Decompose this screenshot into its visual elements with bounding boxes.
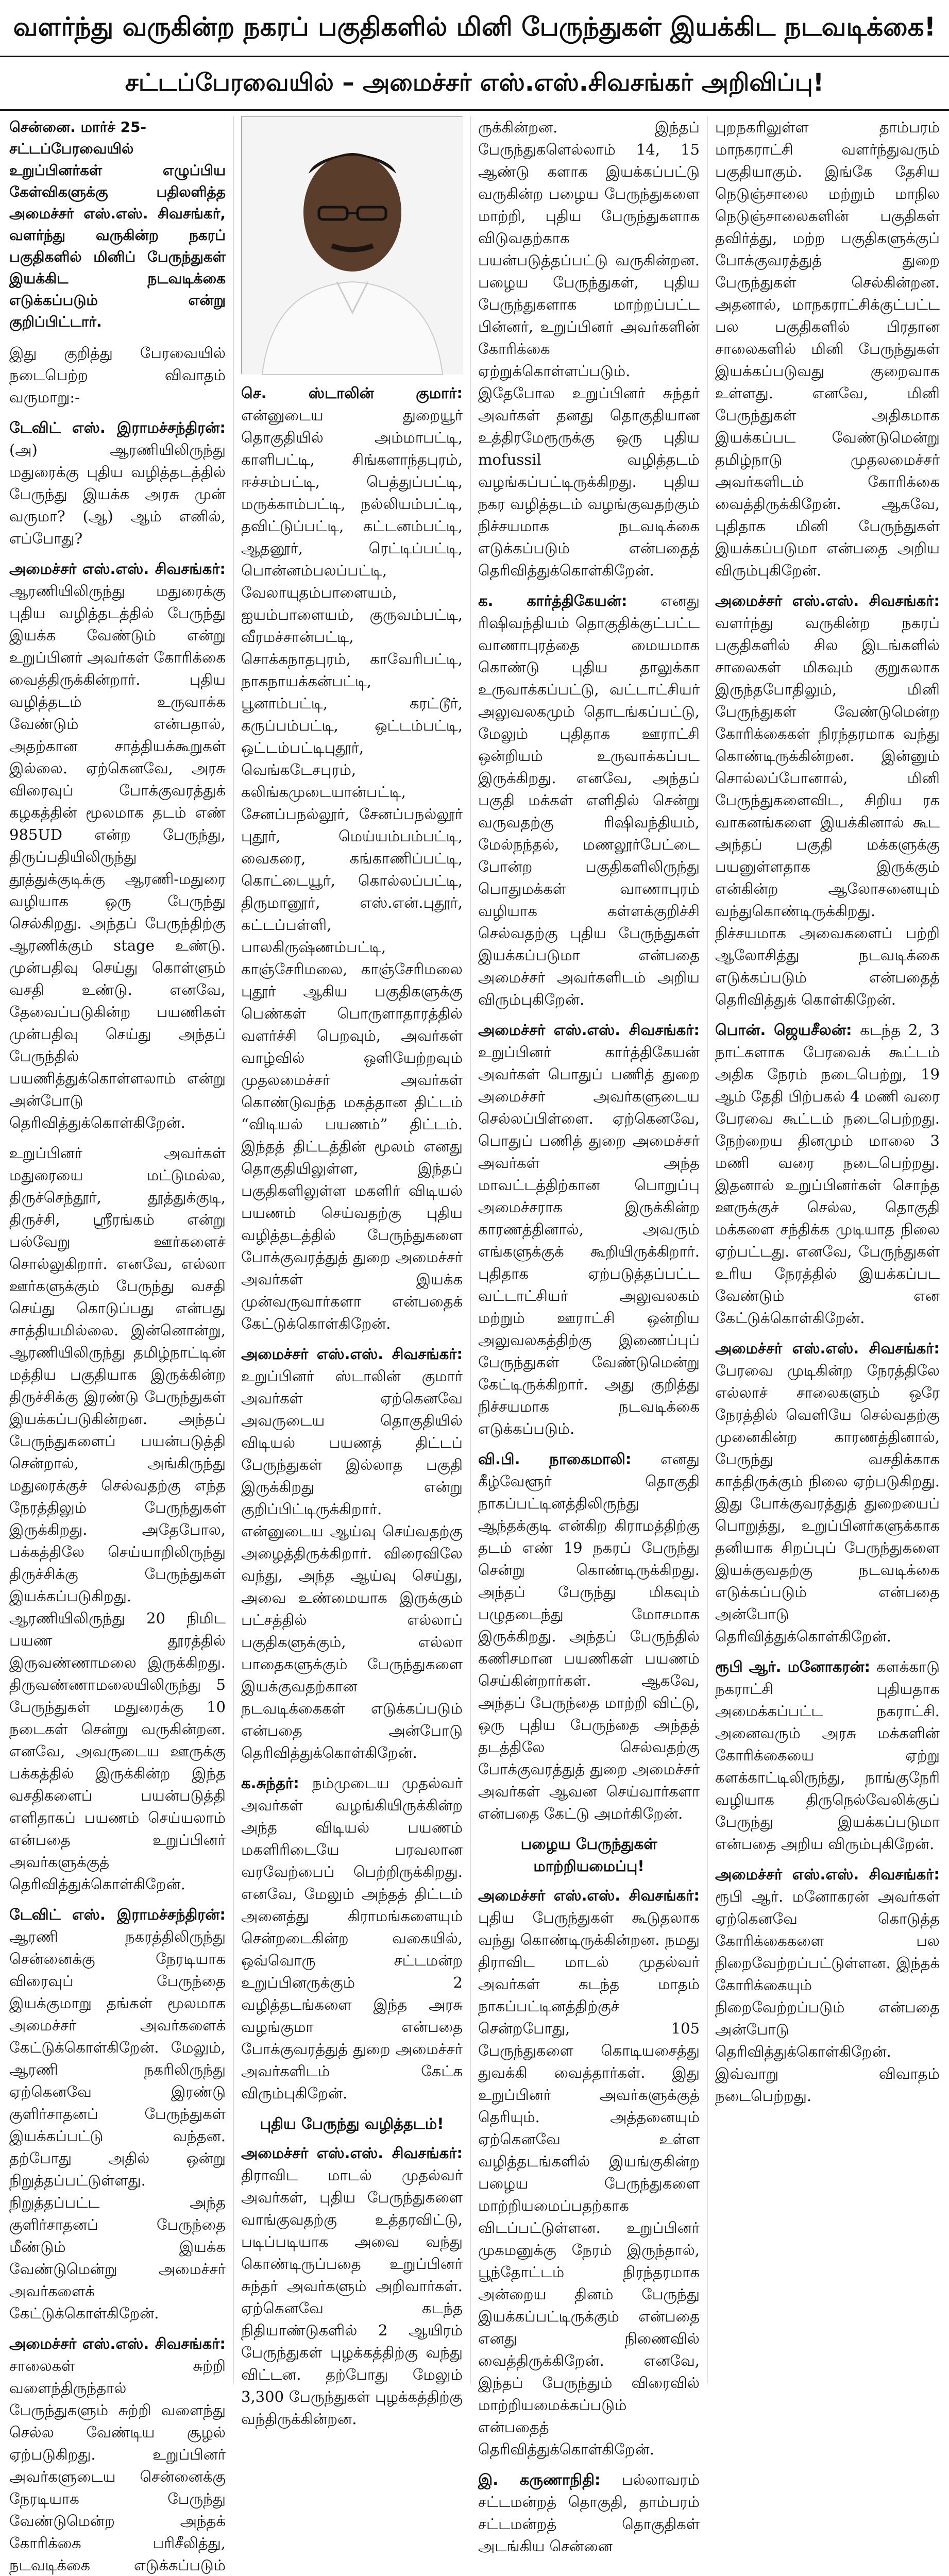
paragraph-text: எனது கீழ்வேளூர் தொகுதி நாகப்பட்டினத்திலிருந்து ஆந்தக்குடி என்கிற கிராமத்திற்கு தடம் எண் 19 நகரப் பேருந்து சென்று கொண்டிருக்கிறது. அந்தப் பேருந்து மிகவும் பழுதடைந்து மோசமாக இருக்கிறது. அந்தப் பேருந்தில் கணிசமான பயணிகள் பயணம் செய்கின்றார்கள். ஆகவே, அந்தப் பேருந்தை மாற்றி விட்டு, ஒரு புதிய பேருந்தை அந்தத் தடத்திலே செல்வதற்கு போக்குவரத்துத் துறை அமைச்சர் அவர்கள் ஆவன செய்வார்களா என்பதை கேட்டு அமர்கிறேன்.	[478, 1450, 700, 1822]
paragraph	[715, 590, 940, 1011]
paragraph-text: கடந்த 2, 3 நாட்களாக பேரவைக் கூட்டம் அதிக நேரம் நடைபெற்று, 19 ஆம் தேதி பிற்பகல் 4 மணி வரை பேரவை கூட்டம் நடைபெற்றது. நேற்றைய தினமும் மாலை 3 மணி வரை நடைபெற்றது. இதனால் உறுப்பினர்கள் சொந்த ஊருக்குச் செல்ல, தொகுதி மக்களை சந்திக்க முடியாத நிலை ஏற்பட்டது. எனவே, பேருந்துகள் உரிய நேரத்தில் இயக்கப்பட வேண்டும் என கேட்டுக்கொள்கிறேன்.	[715, 1021, 940, 1327]
paragraph-text: பல்லாவரம் சட்டமன்றத் தொகுதி, தாம்பரம் சட்டமன்றத் தொகுதிகள் அடங்கிய சென்னை	[478, 2471, 700, 2555]
paragraph	[241, 1343, 463, 1764]
paragraph-text: எனது ரிஷிவந்தியம் தொகுதிக்குட்பட்ட வாணாபுரத்தை மையமாக கொண்டு புதிய தாலுக்கா உருவாக்கப்பட்டு, வட்டாட்சியர் அலுவலகமும் தொடங்கப்பட்டு, மேலும் புதிதாக ஊராட்சி ஒன்றியம் உருவாக்கப்பட இருக்கிறது. எனவே, அந்தப் பகுதி மக்கள் எளிதில் சென்று வருவதற்கு ரிஷிவந்தியம், மேல்நந்தல், மணலூர்பேட்டை போன்ற பகுதிகளிலிருந்து பொதுமக்கள் வாணாபுரம் வழியாக கள்ளக்குறிச்சி செல்வதற்கு புதிய பேருந்துகள் இயக்கப்படுமா என்பதை அமைச்சர் அவர்களிடம் அறிய விரும்புகிறேன்.	[478, 592, 700, 1008]
speaker-name: க. கார்த்திகேயன்:	[478, 592, 661, 609]
minister-photo	[241, 116, 463, 374]
paragraph	[715, 116, 940, 582]
paragraph	[715, 1019, 940, 1329]
paragraph-text: களக்காடு நகராட்சி புதியதாக அமைக்கப்பட்ட நகராட்சி. அனைவரும் அரசு மக்களின் கோரிக்கையை ஏற்று களக்காட்டிலிருந்து, நாங்குநேரி வழியாக திருநெல்வேலிக்குப் பேருந்து இயக்கப்படுமா என்பதை அறிய விரும்புகிறேன்.	[715, 1658, 940, 1853]
paragraph	[241, 382, 463, 1335]
article-column-4	[715, 116, 940, 2383]
column-1-body	[9, 342, 226, 2576]
paragraph	[9, 2333, 226, 2576]
speaker-name: அமைச்சர் எஸ்.எஸ். சிவசங்கர்:	[715, 1340, 940, 1357]
speaker-name: அமைச்சர் எஸ்.எஸ். சிவசங்கர்:	[715, 592, 940, 609]
paragraph-text: உறுப்பினர் ஸ்டாலின் குமார் அவர்கள் ஏற்கெனவே அவருடைய தொகுதியில் விடியல் பயணத் திட்டப் பேருந்துகள் இல்லாத பகுதி இருக்கிறது என்று குறிப்பிட்டிருக்கிறார். என்னுடைய ஆய்வு செய்வதற்கு அழைத்திருக்கிறார். விரைவிலே வந்து, அந்த ஆய்வு செய்து, அவை உண்மையாக இருக்கும் பட்சத்தில் எல்லாப் பகுதிகளுக்கும், எல்லா பாதைகளுக்கும் பேருந்துகளை இயக்குவதற்கான நடவடிக்கைகள் எடுக்கப்படும் என்பதை அன்போடு தெரிவித்துக்கொள்கிறேன்.	[241, 1367, 463, 1761]
paragraph	[478, 116, 700, 582]
speaker-name: அமைச்சர் எஸ்.எஸ். சிவசங்கர்:	[478, 1021, 700, 1039]
paragraph-text: புதிய பேருந்துகள் கூடுதலாக வந்து கொண்டிருக்கின்றன. நமது திராவிட மாடல் முதல்வர் அவர்கள் கடந்த மாதம் நாகப்பட்டினத்திற்குச் சென்றபோது, 105 பேருந்துகளை கொடியசைத்து துவக்கி வைத்தார்கள். இது உறுப்பினர் அவர்களுக்குத் தெரியும். அத்தனையும் ஏற்கெனவே உள்ள வழித்தடங்களில் இயங்குகின்ற பழைய பேருந்துகளை மாற்றியமைப்பதற்காக விடப்பட்டுள்ளன. உறுப்பினர் முகமனுக்கு நேரம் இருந்தால், பூந்தோட்டம் நிரந்தரமாக அன்றைய தினம் பேருந்து இயக்கப்பட்டிருக்கும் என்பதை எனது நிணைவில் வைத்திருக்கிறேன். எனவே, இந்தப் பேருந்தும் விரைவில் மாற்றியமைக்கப்படும் என்பதைத் தெரிவித்துக்கொள்கிறேன்.	[478, 1909, 700, 2458]
paragraph-text: இது குறித்து பேரவையில் நடைபெற்ற விவாதம் வருமாறு:-	[9, 344, 226, 406]
paragraph	[478, 2469, 700, 2557]
paragraph-text: ருக்கின்றன. இந்தப் பேருந்துகளெல்லாம் 14, 15 ஆண்டு களாக இயக்கப்பட்டு வருகின்ற பழைய பேருந்துகளை மாற்றி, புதிய பேருந்துகளாக விடுவதற்காக பயன்படுத்தப்பட்டு வருகின்றன. பழைய பேருந்துகள், புதிய பேருந்துகளாக மாற்றப்பட்ட பின்னர், உறுப்பினர் அவர்களின் கோரிக்கை ஏற்றுக்கொள்ளப்படும். இதேபோல உறுப்பினர் சுந்தர் அவர்கள் தனது தொகுதியான உத்திரமேரூருக்கு ஒரு புதிய mofussil வழித்தடம் வழங்கப்பட்டிருக்கிறது. புதிய நகர வழித்தடம் வழங்குவதற்கும் நிச்சயமாக நடவடிக்கை எடுக்கப்படும் என்பதைத் தெரிவித்துக்கொள்கிறேன்.	[478, 118, 700, 579]
paragraph-text: ஆரணியிலிருந்து மதுரைக்கு புதிய வழித்தடத்தில் பேருந்து இயக்க வேண்டும் என்று உறுப்பினர் அவர்கள் கோரிக்கை வைத்திருக்கின்றார். புதிய வழித்தடம் உருவாக்க வேண்டும் என்பதால், அதற்கான சாத்தியக்கூறுகள் இல்லை. ஏற்கெனவே, அரசு விரைவுப் போக்குவரத்துக் கழகத்தின் மூலமாக தடம் எண் 985UD என்ற பேருந்து, திருப்பதியிலிருந்து தூத்துக்குடிக்கு ஆரணி-மதுரை வழியாக ஒரு பேருந்து செல்கிறது. அந்தப் பேருந்திற்கு ஆரணிக்கும் stage உண்டு. முன்பதிவு செய்து கொள்ளும் வசதி உண்டு. எனவே, தேவைப்படுகின்ற பயணிகள் முன்பதிவு செய்து அந்தப் பேருந்தில் பயணித்துக்கொள்ளலாம் என்று அன்போடு தெரிவித்துக்கொள்கிறேன்.	[9, 582, 226, 1131]
paragraph	[9, 342, 226, 409]
speaker-name: அமைச்சர் எஸ்.எஸ். சிவசங்கர்:	[9, 2335, 226, 2352]
column-2-body	[241, 382, 463, 2430]
dateline: சென்னை. மார்ச் 25-	[9, 118, 147, 135]
article-column-1	[9, 116, 226, 2574]
paragraph	[715, 1337, 940, 1648]
paragraph	[241, 1772, 463, 2105]
paragraph-text: உறுப்பினர் கார்த்திகேயன் அவர்கள் பொதுப் பணித் துறை அமைச்சர் அவர்களுடைய செல்லப்பிள்ளை. ஏற்கெனவே, பொதுப் பணித் துறை அமைச்சர் அவர்கள் அந்த மாவட்டத்திற்கான பொறுப்பு அமைச்சராக இருக்கின்ற காரணத்தினால், அவரும் எங்களுக்குக் கூறியிருக்கிறார். புதிதாக ஏற்படுத்தப்பட்ட வட்டாட்சியர் அலுவலகம் மற்றும் ஊராட்சி ஒன்றிய அலுவலகத்திற்கு இணைப்புப் பேருந்துகள் வேண்டுமென்று கேட்டிருக்கிறார். அது குறித்து நிச்சயமாக நடவடிக்கை எடுக்கப்படும்.	[478, 1043, 700, 1437]
paragraph-text: சாலைகள் சுற்றி வளைந்திருந்தால் பேருந்துகளும் சுற்றி வளைந்து செல்ல வேண்டிய சூழல் ஏற்படுகிறது. உறுப்பினர் அவர்களுடைய சென்னைக்கு நேரடியாக பேருந்து வேண்டுமென்ற அந்தக் கோரிக்கை பரிசீலித்து, நடவடிக்கை எடுக்கப்படும்	[9, 2357, 226, 2574]
portrait-image	[242, 117, 463, 375]
paragraph	[478, 1448, 700, 1825]
paragraph-text: உறுப்பினர் அவர்கள் மதுரையை மட்டுமல்ல, திருச்செந்தூர், தூத்துக்குடி, திருச்சி, ஸ்ரீரங்கம் என்று பல்வேறு ஊர்களைச் சொல்லுகிறார். எனவே, எல்லா ஊர்களுக்கும் பேருந்து வசதி செய்து கொடுப்பது என்பது சாத்தியமில்லை. இன்னொன்று, ஆரணியிலிருந்து தமிழ்நாட்டின் மத்திய பகுதியாக இருக்கின்ற திருச்சிக்கு இரண்டு பேருந்துகள் இயக்கப்படுகின்றன. அந்தப் பேருந்துகளைப் பயன்படுத்தி சென்றால், அங்கிருந்து மதுரைக்குச் செல்வதற்கு எந்த நேரத்திலும் பேருந்துகள் இருக்கிறது. அதேபோல, பக்கத்திலே செய்யாறிலிருந்து திருச்சிக்கு பேருந்துகள் இயக்கப்படுகிறது. ஆரணியிலிருந்து 20 நிமிட பயண தூரத்தில் இருவண்ணாமலை இருக்கிறது. திருவண்ணாமலையிலிருந்து 5 பேருந்துகள் மதுரைக்கு 10 நடைகள் சென்று வருகின்றன. எனவே, அவருடைய ஊருக்கு பக்கத்தில் இருக்கின்ற இந்த வசதிகளைப் பயன்படுத்தி எளிதாகப் பயணம் செய்யலாம் என்பதை உறுப்பினர் அவர்களுக்குத் தெரிவித்துக்கொள்கிறேன்.	[9, 1144, 226, 1893]
paragraph-text: என்னுடைய துறையூர் தொகுதியில் அம்மாபட்டி, காளிபட்டி, சிங்களாந்தபுரம், ஈச்சம்பட்டி, பெத்துப்பட்டி, மருக்காம்பட்டி, நல்லியம்பட்டி, தவிட்டுப்பட்டி, கட்டனம்பட்டி, ஆதனூர், ரெட்டிப்பட்டி, பொன்னம்பலப்பட்டி, வேலாயுதம்பாளையம், ஐயம்பாளையம், குருவம்பட்டி, வீரமச்சான்பட்டி, சொக்கநாதபுரம், காவேரிபட்டி, நாகநாயக்கன்பட்டி, பூனாம்பட்டி, கரட்டூர், கருப்பம்பட்டி, ஒட்டம்பட்டி, ஒட்டம்பட்டிபுதூர், வெங்கடேசபுரம், கலிங்கமுடையான்பட்டி, சேனப்பநல்லூர், சேனப்பநல்லூர் புதூர், மெய்யம்பம்பட்டி, வைகரை, கங்காணிப்பட்டி, கொட்டையூர், கொல்லப்பட்டி, திருமானூர், எஸ்.என்.புதூர், கட்டப்பள்ளி, பாலகிருஷ்ணம்பட்டி, காஞ்சேரிமலை, காஞ்சேரிமலை புதூர் ஆகிய பகுதிகளுக்கு பெண்கள் பொருளாதாரத்தில் வளர்ச்சி பெறவும், அவர்கள் வாழ்வில் ஒளியேற்றவும் முதலமைச்சர் அவர்கள் கொண்டுவந்த மகத்தான திட்டம் “விடியல் பயணம்” திட்டம். இந்தத் திட்டத்தின் மூலம் எனது தொகுதியிலுள்ள, இந்தப் பகுதிகளிலுள்ள மகளிர் விடியல் பயணம் செய்வதற்கு புதிய வழித்தடத்தில் பேருந்துகளை போக்குவரத்துத் துறை அமைச்சர் அவர்கள் இயக்க முன்வருவார்களா என்பதைக் கேட்டுக்கொள்கிறேன்.	[241, 406, 463, 1332]
paragraph-text: பேரவை முடிகின்ற நேரத்திலே எல்லாச் சாலைகளும் ஒரே நேரத்தில் வெளியே செல்வதற்கு முனைகின்ற காரணத்தினால், பேருந்து வசதிக்காக காத்திருக்கும் நிலை ஏற்படுகிறது. இது போக்குவரத்துத் துறையைப் பொறுத்து, உறுப்பினர்களுக்காக தனியாக சிறப்புப் பேருந்துகளை இயக்குவதற்கு நடவடிக்கை எடுக்கப்படும் என்பதை அன்போடு தெரிவித்துக்கொள்கிறேன்.	[715, 1362, 940, 1645]
paragraph-text: ரூபி ஆர். மனோகரன் அவர்கள் ஏற்கெனவே கொடுத்த கோரிக்கைகளை பல நிறைவேற்றப்பட்டுள்ளன. இந்தக் கோரிக்கையும் நிறைவேற்றப்படும் என்பதை அன்போடு தெரிவித்துக்கொள்கிறேன். இவ்வாறு விவாதம் நடைபெற்றது.	[715, 1888, 940, 2105]
article-column-3	[478, 116, 700, 2555]
speaker-name: அமைச்சர் எஸ்.எஸ். சிவசங்கர்:	[715, 1866, 940, 1883]
speaker-name: ரூபி ஆர். மனோகரன்:	[715, 1658, 877, 1675]
paragraph	[9, 1904, 226, 2325]
section-box-title: புதிய பேருந்து வழித்தடம்!	[260, 2115, 444, 2132]
speaker-name: வி.பி. நாகைமாலி:	[478, 1450, 661, 1468]
paragraph-text: ஆரணி நகரத்திலிருந்து சென்னைக்கு நேரடியாக விரைவுப் பேருந்தை இயக்குமாறு தங்கள் மூலமாக அமைச்சர் அவர்களைக் கேட்டுக்கொள்கிறேன். மேலும், ஆரணி நகரிலிருந்து ஏற்கெனவே இரண்டு குளிர்சாதனப் பேருந்துகள் இயக்கப்பட்டு வந்தன. தற்போது அதில் ஒன்று நிறுத்தப்பட்டுள்ளது. நிறுத்தப்பட்ட அந்த குளிர்சாதனப் பேருந்தை மீண்டும் இயக்க வேண்டுமென்று அமைச்சர் அவர்களைக் கேட்டுக்கொள்கிறேன்.	[9, 1928, 226, 2322]
intro-text: சட்டப்பேரவையில் உறுப்பினர்கள் எழுப்பிய கேள்விகளுக்கு பதிலளித்த அமைச்சர் எஸ்.எஸ். சிவசங்கர், வளர்ந்து வருகின்ற நகரப் பகுதிகளில் மினிப் பேருந்துகள் இயக்கிட நடவடிக்கை எடுக்கப்படும் என்று குறிப்பிட்டார்.	[9, 140, 226, 330]
paragraph	[9, 1142, 226, 1895]
speaker-name: இ. கருணாநிதி:	[478, 2471, 622, 2488]
headline-rule	[0, 56, 949, 57]
column-4-body	[715, 116, 940, 2107]
speaker-name: பொன். ஜெயசீலன்:	[715, 1021, 860, 1039]
paragraph	[9, 417, 226, 550]
paragraph-text: நம்முடைய முதல்வர் அவர்கள் வழங்கியிருக்கின்ற அந்த விடியல் பயணம் மகளிரிடையே பரவலான வரவேற்பைப் பெற்றிருக்கிறது. எனவே, மேலும் அந்தத் திட்டம் அனைத்து கிராமங்களையும் சென்றடைகின்ற வகையில், ஒவ்வொரு சட்டமன்ற உறுப்பினருக்கும் 2 வழித்தடங்களை இந்த அரசு வழங்குமா என்பதை போக்குவரத்துத் துறை அமைச்சர் அவர்களிடம் கேட்க விரும்புகிறேன்.	[241, 1774, 463, 2102]
intro-block	[9, 116, 226, 333]
paragraph	[9, 558, 226, 1134]
subheadline: சட்டப்பேரவையில் – அமைச்சர் எஸ்.எஸ்.சிவசங்கர் அறிவிப்பு!	[125, 68, 824, 97]
paragraph-text: திராவிட மாடல் முதல்வர் அவர்கள், புதிய பேருந்துகளை வாங்குவதற்கு உத்தரவிட்டு, படிப்படியாக அவை வந்து கொண்டிருப்பதை உறுப்பினர் சுந்தர் அவர்களும் அறிவார்கள். ஏற்கெனவே கடந்த நிதியாண்டுகளில் 2 ஆயிரம் பேருந்துகள் புழக்கத்திற்கு வந்து விட்டன. தற்போது மேலும் 3,300 பேருந்துகள் புழக்கத்திற்கு வந்திருக்கின்றன.	[241, 2166, 463, 2428]
speaker-name: க.சுந்தர்:	[241, 1774, 312, 1792]
column-3-body	[478, 116, 700, 2557]
speaker-name: டேவிட் எஸ். இராமச்சந்திரன்:	[9, 1906, 226, 1923]
speaker-name: அமைச்சர் எஸ்.எஸ். சிவசங்கர்:	[9, 560, 226, 578]
article-column-2	[241, 382, 463, 2428]
paragraph	[715, 1656, 940, 1855]
paragraph-text: வளர்ந்து வருகின்ற நகரப் பகுதிகளில் சில இடங்களில் சாலைகள் மிகவும் குறுகலாக இருந்தபோதிலும், மினி பேருந்துகள் வேண்டுமென்ற கோரிக்கைகள் நிரந்தரமாக வந்து கொண்டிருக்கின்றன. இன்னும் சொல்லப்போனால், மினி பேருந்துகளைவிட, சிறிய ரக வாகனங்களை இயக்கினால் கூட அந்தப் பகுதி மக்களுக்கு பயனுள்ளதாக இருக்கும் என்கின்ற ஆலோசனையும் வந்துகொண்டிருக்கிறது. நிச்சயமாக அவைகளைப் பற்றி ஆலோசித்து நடவடிக்கை எடுக்கப்படும் என்பதைத் தெரிவித்துக் கொள்கிறேன்.	[715, 614, 940, 1008]
paragraph-text: (அ) ஆரணியிலிருந்து மதுரைக்கு புதிய வழித்தடத்தில் பேருந்து இயக்க அரசு முன் வருமா? (ஆ) ஆம் எனில், எப்போது?	[9, 441, 226, 547]
paragraph	[478, 590, 700, 1011]
speaker-name: செ. ஸ்டாலின் குமார்:	[241, 384, 463, 402]
speaker-name: அமைச்சர் எஸ்.எஸ். சிவசங்கர்:	[241, 2144, 463, 2162]
subhead-rule	[0, 109, 949, 111]
paragraph	[241, 2142, 463, 2430]
paragraph	[715, 1863, 940, 2107]
paragraph	[478, 1019, 700, 1440]
paragraph	[478, 1885, 700, 2461]
section-box-title: பழைய பேருந்துகள் மாற்றியமைப்பு!	[520, 1835, 657, 1875]
paragraph-text: புறநகரிலுள்ள தாம்பரம் மாநகராட்சி வளர்ந்துவரும் பகுதியாகும். இங்கே தேசிய நெடுஞ்சாலை மற்றும் மாநில நெடுஞ்சாலைகளின் பகுதிகள் தவிர்த்து, மற்ற பகுதிகளுக்குப் போக்குவரத்துத் துறை பேருந்துகள் செல்கின்றன. அதனால், மாநகராட்சிக்குட்பட்ட பல பகுதிகளில் பிரதான சாலைகளில் மினி பேருந்துகள் இயக்கப்படுவது குறைவாக உள்ளது. எனவே, மினி பேருந்துகள் அதிகமாக இயக்கப்பட வேண்டுமென்று தமிழ்நாடு முதலமைச்சர் அவர்களிடம் கோரிக்கை வைத்திருக்கிறேன். ஆகவே, புதிதாக மினி பேருந்துகள் இயக்கப்படுமா என்பதை அறிய விரும்புகிறேன்.	[715, 118, 940, 579]
speaker-name: அமைச்சர் எஸ்.எஸ். சிவசங்கர்:	[241, 1345, 463, 1363]
headline: வளர்ந்து வருகின்ற நகரப் பகுதிகளில் மினி பேருந்துகள் இயக்கிட நடவடிக்கை!	[13, 12, 936, 42]
speaker-name: டேவிட் எஸ். இராமச்சந்திரன்:	[9, 419, 226, 436]
speaker-name: அமைச்சர் எஸ்.எஸ். சிவசங்கர்:	[478, 1887, 700, 1904]
